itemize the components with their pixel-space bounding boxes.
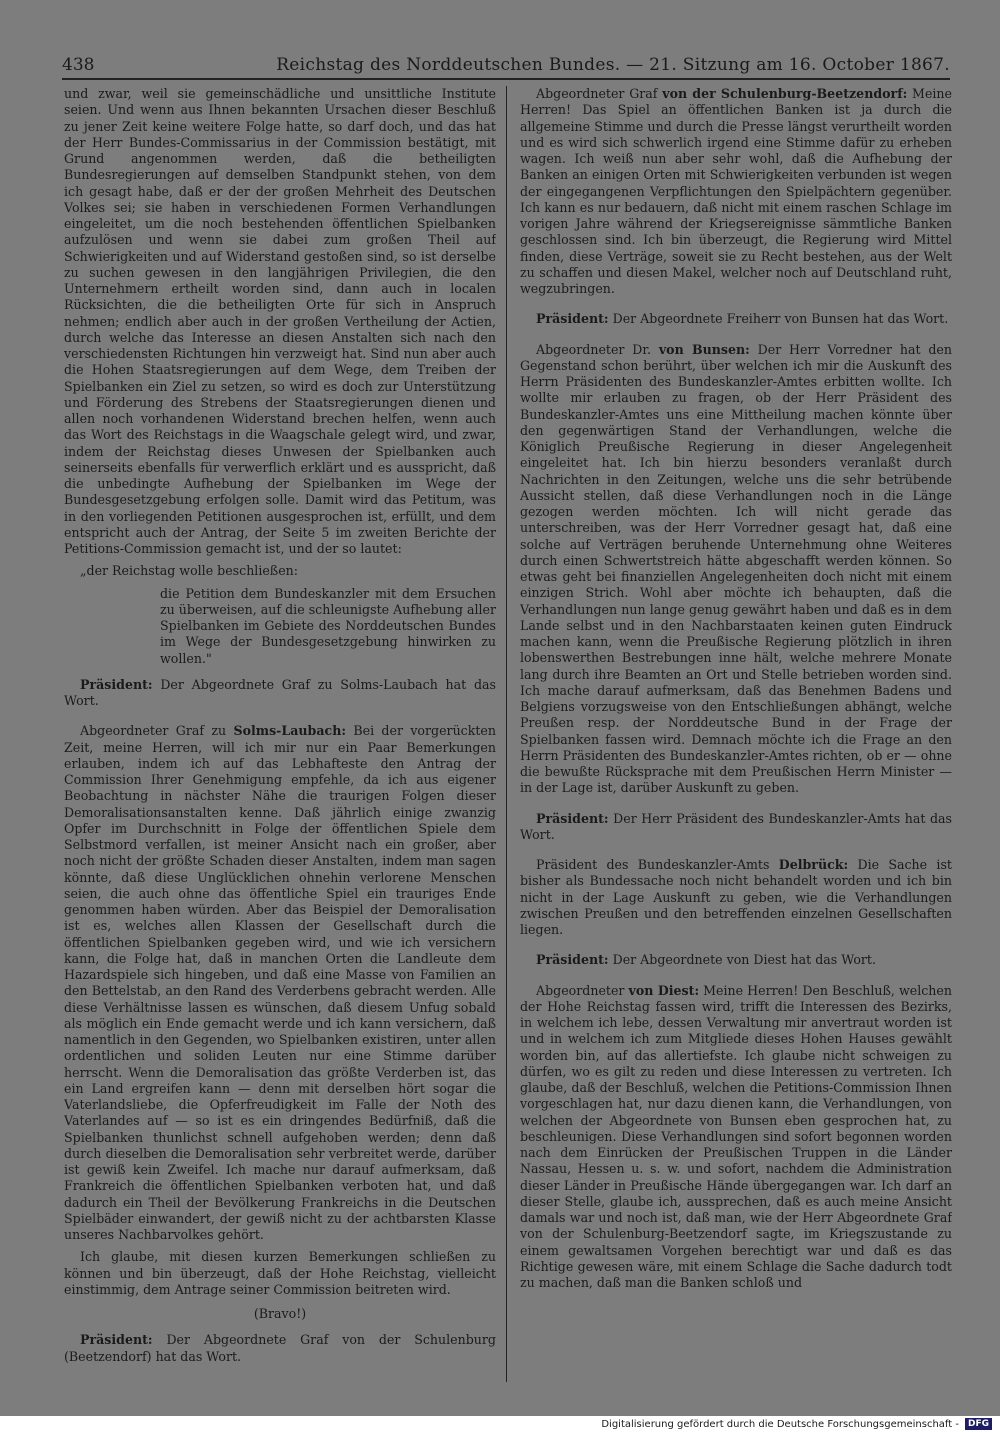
paragraph-text: Meine Herren! Den Beschluß, welchen der Hohe Reichstag fassen wird, trifft die Interessen des Bezirks, in welchem ich lebe, dessen Verwaltung mir anvertraut worden ist und in welchem ich zum Mitgliede dieses Hohen Hauses gewählt worden bin, auf das allertiefste. Ich glaube nicht schweigen zu dürfen, wo es gilt zu reden und diese Interessen zu vertreten. Ich glaube, daß der Beschluß, welchen die Petitions-Commission Ihnen vorgeschlagen hat, nur dazu dienen kann, die Verhandlungen, von welchen der Abgeordnete von Bunsen eben gesprochen hat, zu beschleunigen. Diese Verhandlungen sind sofort begonnen worden nach dem Einrücken der Preußischen Truppen in die Länder Nassau, Hessen u. s. w. und sofort, nachdem die Administration dieser Länder in Preußische Hände übergegangen war. Ich darf an dieser Stelle, glaube ich, aussprechen, daß es auch meine Ansicht damals war und noch ist, daß man, wie der Herr Abgeordnete Graf von der Schulenburg-Beetzendorf sagte, im Kriegszustande zu einem gewaltsamen Vorgehen berechtigt war und daß es das Richtige gewesen wäre, mit einem Schlage die Sache dadurch todt zu machen, daß man die Banken schloß und (520, 982, 952, 1290)
speech-paragraph (520, 342, 952, 797)
column-divider (506, 86, 507, 1382)
speaker-intro: Abgeordneter Graf (536, 86, 658, 101)
paragraph-text: Meine Herren! Das Spiel an öffentlichen Banken ist ja durch die allgemeine Stimme und durch die Presse längst verurtheilt worden und es wird sich schwerlich irgend eine Stimme dafür zu erheben wagen. Ich weiß nun aber sehr wohl, daß die Aufhebung der Banken an einigen Orten mit Schwierigkeiten verbunden ist wegen der eingegangenen Verpflichtungen den Spielpächtern gegenüber. Ich kann es nur bedauern, daß nicht mit einem raschen Schlage im vorigen Jahre während der Kriegsereignisse sämmtliche Banken geschlossen sind. Ich bin überzeugt, die Regierung wird Mittel finden, diese Verträge, soweit sie zu Recht bestehen, aus der Welt zu schaffen und diesen Makel, welcher noch auf Deutschland ruht, wegzubringen. (520, 86, 952, 296)
quote-intro: „der Reichstag wolle beschließen: (80, 563, 299, 579)
paragraph-text: Der Abgeordnete von Diest hat das Wort. (612, 952, 876, 968)
interjection: (Bravo!) (253, 1306, 307, 1321)
paragraph: Ich glaube, mit diesen kurzen Bemerkungen schließen zu können und bin überzeugt, daß der Hohe Reichstag, vielleicht einstimmig, dem Antrage seiner Commission beitreten wird. (64, 1249, 496, 1297)
speaker-intro: Präsident des Bundeskanzler-Amts (536, 857, 770, 872)
quote-body: die Petition dem Bundeskanzler mit dem Ersuchen zu überweisen, auf die schleunigste Aufhebung aller Spielbanken im Gebiete des Norddeutschen Bundes im Wege der Bundesgesetzgebung hinwirken zu wollen." (160, 585, 496, 666)
speech-paragraph (520, 983, 952, 1292)
speech-paragraph (64, 723, 496, 1243)
speech-paragraph (520, 86, 952, 297)
paragraph-text: Der Abgeordnete Freiherr von Bunsen hat das Wort. (612, 311, 949, 327)
paragraph-text: Der Abgeordnete Graf von der Schulenburg (Beetzendorf) hat das Wort. (64, 1332, 496, 1364)
speaker-name: Delbrück: (778, 857, 849, 872)
digitization-footer (0, 1416, 1000, 1432)
speaker-label: Präsident: (80, 676, 153, 692)
paragraph: und zwar, weil sie gemeinschädliche und unsittliche Institute seien. Und wenn aus Ihnen bekannten Ursachen dieser Beschluß zu jener Zeit keine weitere Folge hatte, so darf doch, und das hat der Herr Bundes-Commissarius in der Commission bestätigt, mit Grund angenommen werden, daß die betheiligten Bundesregierungen auf demselben Standpunkt stehen, von dem ich gesagt habe, daß er der der großen Mehrheit des Deutschen Volkes sei; sie haben in verschiedenen Formen Verhandlungen eingeleitet, um die noch bestehenden öffentlichen Spielbanken aufzulösen und wenn sie dabei zum großen Theil auf Schwierigkeiten und auf Widerstand gestoßen sind, so ist derselbe zu suchen gewesen in den langjährigen Privilegien, die den Unternehmern ertheilt worden sind, dann auch in localen Rücksichten, die die betheiligten Orte für sich in Anspruch nehmen; endlich aber auch in der großen Vertheilung der Actien, durch welche das Interesse an diesen Anstalten sich nach den verschiedensten Richtungen hin verzweigt hat. Sind nun aber auch die Hohen Staatsregierungen auf dem Wege, dem Treiben der Spielbanken ein Ziel zu setzen, so wird es doch zur Unterstützung und Förderung des Strebens der Staatsregierungen dienen und allen noch vorhandenen Widerstand brechen helfen, wenn auch das Wort des Reichstags in die Waagschale gelegt wird, und zwar, indem der Reichstag dieses Unwesen der Spielbanken auch seinerseits ebenfalls für verwerflich erklärt und es ausspricht, daß die unbedingte Aufhebung der Spielbanken im Wege der Bundesgesetzgebung erfolgen solle. Damit wird das Petitum, was in den vorliegenden Petitionen ausgesprochen ist, erfüllt, und dem entspricht auch der Antrag, der Seite 5 im zweiten Berichte der Petitions-Commission gemacht ist, und der so lautet: (64, 86, 496, 556)
president-paragraph (520, 311, 952, 327)
speech-paragraph (520, 857, 952, 938)
speaker-intro: Abgeordneter (536, 982, 625, 998)
paragraph-text: Der Abgeordnete Graf zu Solms-Laubach hat das Wort. (64, 676, 496, 708)
speaker-label: Präsident: (536, 810, 609, 826)
president-paragraph (520, 811, 952, 844)
paragraph-text: Die Sache ist bisher als Bundessache noch nicht behandelt worden und ich bin nicht in der Lage Auskunft zu geben, wie die Verhandlungen zwischen Preußen und den betreffenden einzelnen Gesellschaften liegen. (520, 857, 952, 937)
speaker-label: Präsident: (80, 1332, 153, 1348)
page-number: 438 (62, 55, 95, 75)
page-header (62, 50, 950, 80)
president-paragraph (64, 1332, 496, 1365)
paragraph-text: Der Herr Vorredner hat den Gegenstand schon berührt, über welchen ich mir die Auskunft des Herrn Präsidenten des Bundeskanzler-Amtes erbitten wollte. Ich wollte mir erlauben zu fragen, ob der Herr Präsident des Bundeskanzler-Amtes uns eine Mittheilung machen könnte über den gegenwärtigen Stand der Verhandlungen, welche die Königlich Preußische Regierung in dieser Angelegenheit eingeleitet hat. Ich bin hierzu besonders veranlaßt durch Nachrichten in den Zeitungen, welche uns die sehr betrübende Aussicht stellen, daß diese Verhandlungen noch in die Länge gezogen werden möchten. Ich will nicht gerade das unterschreiben, was der Herr Vorredner gesagt hat, daß eine solche auf Verträgen beruhende Unternehmung ohne Weiteres durch einen Schwertstreich hätte abgeschafft werden können. So etwas geht bei finanziellen Angelegenheiten doch nicht mit einem einzigen Strich. Wohl aber möchte ich behaupten, daß die Verhandlungen nun lange genug gewährt haben und daß es in dem Lande selbst und in den Nachbarstaaten keinen guten Eindruck machen kann, wenn die Preußische Regierung plötzlich in ihren lobenswerthen Bestrebungen inne hält, welche mehrere Monate lang durch ihre Beamten an Ort und Stelle betrieben worden sind. Ich mache darauf aufmerksam, daß das Benehmen Badens und Belgiens vorzugsweise von den Entschließungen abhängt, welche Preußen resp. der Norddeutsche Bund in der Frage der Spielbanken fassen wird. Demnach möchte ich die Frage an den Herrn Präsidenten des Bundeskanzler-Amtes richten, ob er — ohne die bewußte Rücksprache mit dem Preußischen Herrn Minister — in der Lage ist, darüber Auskunft zu geben. (520, 341, 952, 796)
speaker-name: von der Schulenburg-Beetzendorf: (662, 86, 908, 101)
president-paragraph (64, 677, 496, 710)
footer-credit: Digitalisierung gefördert durch die Deutsche Forschungsgemeinschaft - (601, 1418, 959, 1430)
speaker-name: von Diest: (628, 982, 700, 998)
left-column (64, 86, 496, 1386)
president-paragraph (520, 952, 952, 968)
speaker-name: Solms-Laubach: (233, 723, 347, 739)
speaker-label: Präsident: (536, 311, 609, 327)
running-title: Reichstag des Norddeutschen Bundes. — 21. Sitzung am 16. October 1867. (276, 55, 950, 75)
speaker-intro: Abgeordneter Dr. (536, 341, 652, 357)
speaker-name: von Bunsen: (658, 341, 750, 357)
speaker-label: Präsident: (536, 952, 609, 968)
speaker-intro: Abgeordneter Graf zu (80, 723, 227, 739)
paragraph-text: Der Herr Präsident des Bundeskanzler-Amts hat das Wort. (520, 810, 952, 842)
dfg-logo: DFG (965, 1418, 992, 1430)
right-column (520, 86, 952, 1386)
paragraph-text: Bei der vorgerückten Zeit, meine Herren, will ich mir nur ein Paar Bemerkungen erlauben, indem ich auf das Lebhafteste den Antrag der Commission Ihrer Genehmigung empfehle, da ich aus eigener Beobachtung in nächster Nähe die traurigen Folgen dieser Demoralisationsanstalten kenne. Daß jährlich einige zwanzig Opfer im Durchschnitt in Folge der öffentlichen Spiele dem Selbstmord verfallen, ist meiner Ansicht nach ein großer, aber noch nicht der größte Schaden dieser Anstalten, indem man sagen könnte, daß diese Unglücklichen ohnehin verlorene Menschen seien, die auch ohne das öffentliche Spiel ein trauriges Ende genommen haben würden. Aber das Beispiel der Demoralisation ist es, welches allen Klassen der Gesellschaft durch die öffentlichen Spielbanken gegeben wird, und wie ich versichern kann, die Folge hat, daß in manchen Orten die Landleute dem Hazardspiele sich hingeben, und daß eine Masse von Familien an den Bettelstab, an den Rand des Verderbens gebracht werden. Alle diese Verhältnisse lassen es wünschen, daß diesem Unfug sobald als möglich ein Ende gemacht werde und ich kann versichern, daß namentlich in den Gegenden, wo Spielbanken existiren, unter allen ordentlichen und soliden Leuten nur eine Stimme darüber herrscht. Wenn die Demoralisation das größte Verderben ist, das ein Land ergreifen kann — denn mit derselben hört sogar die Vaterlandsliebe, die Opferfreudigkeit im Falle der Noth des Vaterlandes auf — so ist es ein dringendes Bedürfniß, daß die Spielbanken thunlichst schnell aufgehoben werden; denn daß durch dieselben die Demoralisation sehr verbreitet werde, darüber ist gewiß kein Zweifel. Ich mache nur darauf aufmerksam, daß Frankreich die öffentlichen Spielbanken verboten hat, und daß dadurch ein Theil der Bevölkerung Frankreichs in die Deutschen Spielbäder einwandert, der gewiß nicht zu der achtbarsten Klasse unseres Nachbarvolkes gehört. (64, 723, 496, 1242)
